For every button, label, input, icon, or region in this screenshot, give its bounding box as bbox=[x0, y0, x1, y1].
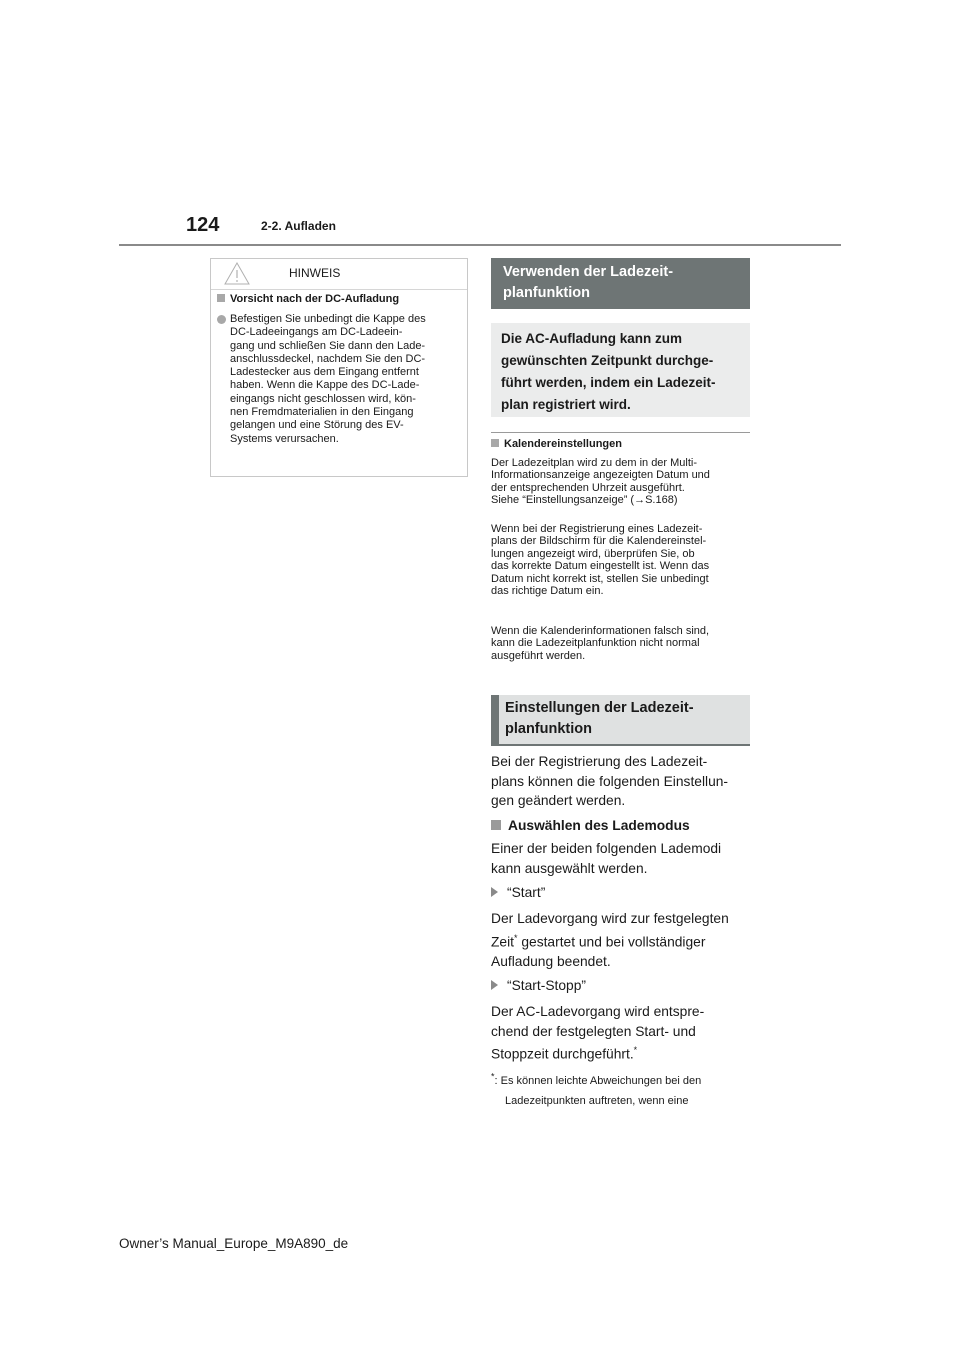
option-start: “Start” bbox=[491, 885, 545, 900]
square-bullet-icon bbox=[217, 294, 225, 302]
calendar-paragraph-3: Wenn die Kalenderinformationen falsch sind, kann die Ladezeitplanfunktion nicht normal ausgeführt werden. bbox=[491, 625, 710, 662]
section-heading-usage: Verwenden der Ladezeit- planfunktion bbox=[491, 258, 750, 309]
divider bbox=[491, 432, 750, 433]
intro-box: Die AC-Aufladung kann zum gewünschten Zeitpunkt durchge- führt werden, indem ein Ladezeit- plan registriert wird. bbox=[491, 323, 750, 417]
square-bullet-icon bbox=[491, 820, 501, 830]
option-start-stop: “Start-Stopp” bbox=[491, 978, 586, 993]
notice-text: Befestigen Sie unbedingt die Kappe des DC-Ladeeingangs am DC-Ladeein- gang und schließen Sie dann den Lade- anschlussdeckel, nachdem Sie den DC- Ladestecker aus dem Eingang entfernt haben. Wenn die Kappe des DC-Lade- eingangs nicht geschlossen wird, kön- nen Fremdmaterialien in den Eingang gelangen und eine Störung des EV- Systems verursachen. bbox=[230, 313, 426, 445]
calendar-subheading: Kalendereinstellungen bbox=[491, 438, 622, 450]
notice-box bbox=[210, 258, 468, 477]
notice-header bbox=[211, 259, 467, 290]
square-bullet-icon bbox=[491, 439, 499, 447]
triangle-bullet-icon bbox=[491, 980, 498, 990]
calendar-paragraph-2: Wenn bei der Registrierung eines Ladezeit- plans der Bildschirm für die Kalendereinstel- lungen angezeigt wird, überprüfen Sie, ob das korrekte Datum eingestellt ist. Wenn das Datum nicht korrekt ist, stellen Sie unbedingt das richtige Datum ein. bbox=[491, 523, 710, 598]
page-number: 124 bbox=[186, 214, 220, 236]
notice-label: HINWEIS bbox=[289, 266, 341, 280]
section-heading-settings: Einstellungen der Ladezeit- planfunktion bbox=[491, 695, 750, 746]
header-rule bbox=[119, 244, 841, 246]
triangle-bullet-icon bbox=[491, 887, 498, 897]
footnote-marker: * bbox=[633, 1045, 638, 1055]
footnote: *: Es können leichte Abweichungen bei den Ladezeitpunkten auftreten, wenn eine bbox=[491, 1071, 702, 1107]
section-title: 2-2. Aufladen bbox=[261, 219, 336, 233]
mode-description: Einer der beiden folgenden Lademodi kann ausgewählt werden. bbox=[491, 841, 722, 876]
settings-intro: Bei der Registrierung des Ladezeit- plans können die folgenden Einstellun- gen geändert werden. bbox=[491, 754, 729, 808]
footer-manual-id: Owner’s Manual_Europe_M9A890_de bbox=[119, 1236, 349, 1251]
warning-icon bbox=[224, 262, 250, 285]
footnote-marker: * bbox=[514, 932, 518, 943]
circle-bullet-icon bbox=[217, 315, 226, 324]
mode-subheading: Auswählen des Lademodus bbox=[491, 818, 690, 833]
notice-bullet bbox=[217, 313, 461, 446]
option-start-stop-description: Der AC-Ladevorgang wird entspre- chend der festgelegten Start- und Stoppzeit durchgeführt.* bbox=[491, 1004, 705, 1062]
calendar-paragraph-1: Der Ladezeitplan wird zu dem in der Multi- Informationsanzeige angezeigten Datum und der entsprechenden Uhrzeit ausgeführt. Siehe “Einstellungsanzeige” (→S.168) bbox=[491, 457, 710, 507]
option-start-description: Der Ladevorgang wird zur festgelegten Zeit* gestartet und bei vollständiger Aufladung beendet. bbox=[491, 911, 729, 969]
notice-subheading: Vorsicht nach der DC-Aufladung bbox=[217, 293, 399, 305]
